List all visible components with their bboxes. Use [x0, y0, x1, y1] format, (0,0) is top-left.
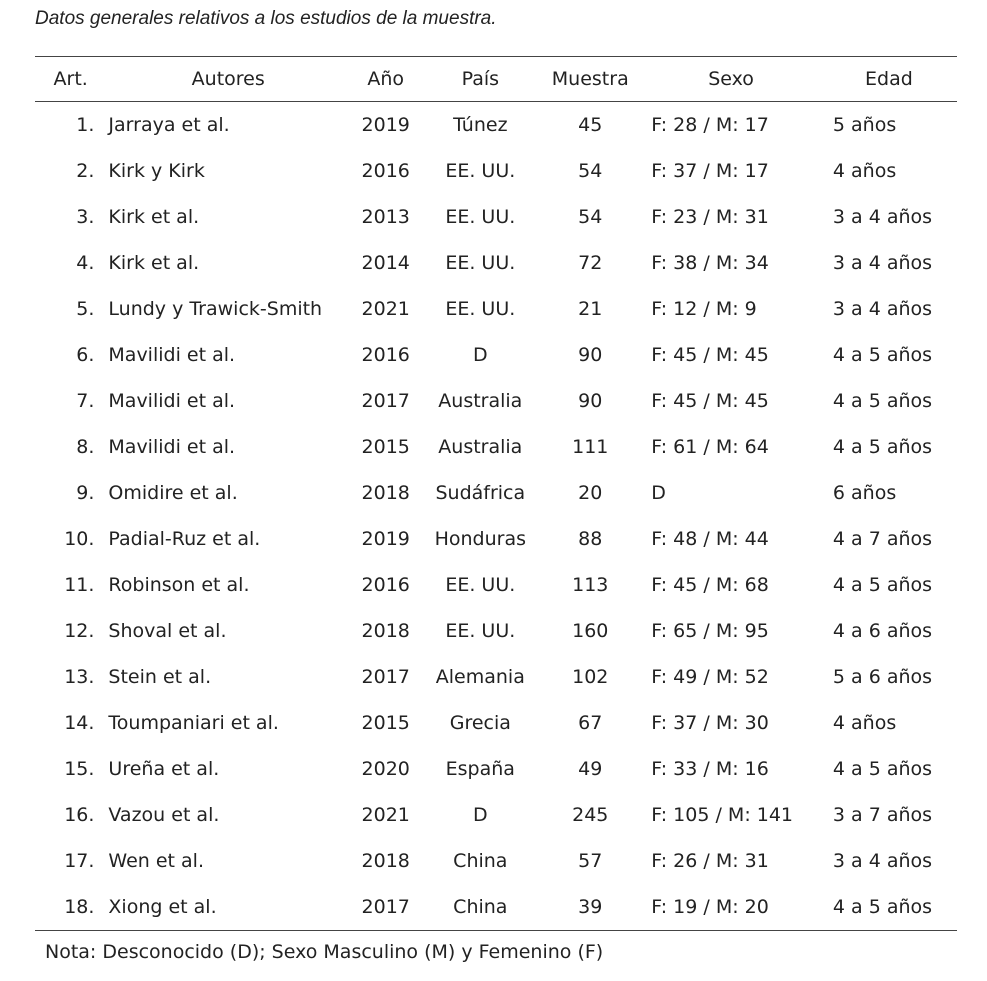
cell-edad: 3 a 7 años: [832, 804, 933, 826]
cell-autores: Shoval et al.: [108, 620, 227, 642]
cell-art: 13.: [64, 666, 95, 688]
table-row: [35, 286, 957, 332]
table-row: [35, 470, 957, 516]
cell-sexo: F: 65 / M: 95: [651, 620, 769, 642]
cell-edad: 4 a 6 años: [832, 620, 933, 642]
cell-autores: Mavilidi et al.: [108, 344, 236, 366]
header-row: [35, 57, 957, 102]
header-edad: Edad: [821, 57, 957, 102]
cell-pais: Alemania: [435, 666, 525, 688]
table-row: [35, 884, 957, 931]
cell-ano: 2020: [361, 758, 410, 780]
table-row: [35, 608, 957, 654]
table-row: [35, 746, 957, 792]
cell-sexo: F: 49 / M: 52: [651, 666, 769, 688]
table-body: [35, 102, 957, 931]
table-row: [35, 378, 957, 424]
cell-pais: España: [445, 758, 515, 780]
cell-art: 2.: [76, 160, 95, 182]
cell-sexo: F: 26 / M: 31: [651, 850, 769, 872]
cell-edad: 4 a 5 años: [832, 390, 933, 412]
cell-ano: 2017: [361, 666, 410, 688]
cell-autores: Stein et al.: [108, 666, 212, 688]
cell-art: 15.: [64, 758, 95, 780]
header-pais: País: [421, 57, 539, 102]
cell-muestra: 67: [578, 712, 603, 734]
header-autores: Autores: [106, 57, 350, 102]
cell-pais: China: [453, 850, 508, 872]
cell-sexo: F: 37 / M: 17: [651, 160, 769, 182]
cell-edad: 5 a 6 años: [832, 666, 933, 688]
cell-sexo: F: 48 / M: 44: [651, 528, 769, 550]
cell-pais: Grecia: [449, 712, 511, 734]
cell-sexo: F: 45 / M: 45: [651, 390, 769, 412]
cell-ano: 2016: [361, 160, 410, 182]
cell-autores: Kirk et al.: [108, 252, 200, 274]
cell-pais: D: [472, 344, 488, 366]
cell-ano: 2014: [361, 252, 410, 274]
cell-edad: 3 a 4 años: [832, 206, 933, 228]
cell-ano: 2021: [361, 804, 410, 826]
cell-sexo: F: 12 / M: 9: [651, 298, 757, 320]
cell-autores: Kirk y Kirk: [108, 160, 205, 182]
cell-sexo: F: 37 / M: 30: [651, 712, 769, 734]
table-header: [35, 57, 957, 102]
cell-ano: 2018: [361, 620, 410, 642]
cell-muestra: 49: [578, 758, 603, 780]
cell-muestra: 245: [572, 804, 609, 826]
cell-muestra: 111: [572, 436, 609, 458]
table-row: [35, 792, 957, 838]
cell-edad: 3 a 4 años: [832, 850, 933, 872]
cell-autores: Wen et al.: [108, 850, 204, 872]
cell-edad: 3 a 4 años: [832, 252, 933, 274]
cell-muestra: 57: [578, 850, 603, 872]
cell-muestra: 113: [572, 574, 609, 596]
cell-art: 14.: [64, 712, 95, 734]
cell-autores: Robinson et al.: [108, 574, 250, 596]
table-row: [35, 654, 957, 700]
cell-autores: Mavilidi et al.: [108, 390, 236, 412]
cell-autores: Toumpaniari et al.: [108, 712, 279, 734]
cell-art: 3.: [76, 206, 95, 228]
cell-muestra: 90: [578, 390, 603, 412]
cell-edad: 4 años: [832, 160, 897, 182]
cell-autores: Vazou et al.: [108, 804, 220, 826]
cell-muestra: 20: [578, 482, 603, 504]
cell-edad: 4 años: [832, 712, 897, 734]
cell-pais: Honduras: [434, 528, 527, 550]
cell-art: 11.: [64, 574, 95, 596]
cell-art: 10.: [64, 528, 95, 550]
cell-sexo: F: 23 / M: 31: [651, 206, 769, 228]
cell-sexo: F: 33 / M: 16: [651, 758, 769, 780]
cell-art: 4.: [76, 252, 95, 274]
cell-pais: China: [421, 884, 539, 931]
cell-ano: 2017: [361, 390, 410, 412]
cell-art: 9.: [76, 482, 95, 504]
table-caption: Datos generales relativos a los estudios de la muestra.: [35, 8, 497, 29]
header-art: Art.: [35, 57, 106, 102]
table-row: [35, 562, 957, 608]
cell-edad: 5 años: [832, 114, 897, 136]
cell-sexo: F: 45 / M: 68: [651, 574, 769, 596]
cell-art: 1.: [76, 114, 95, 136]
header-sexo: Sexo: [641, 57, 821, 102]
cell-muestra: 72: [578, 252, 603, 274]
cell-pais: D: [472, 804, 488, 826]
cell-sexo: F: 38 / M: 34: [651, 252, 769, 274]
cell-art: 7.: [76, 390, 95, 412]
cell-muestra: 88: [578, 528, 603, 550]
cell-ano: 2015: [361, 712, 410, 734]
cell-edad: 4 a 5 años: [832, 344, 933, 366]
cell-pais: Túnez: [453, 114, 508, 136]
cell-ano: 2019: [361, 528, 410, 550]
cell-autores: Kirk et al.: [108, 206, 200, 228]
cell-ano: 2021: [361, 298, 410, 320]
cell-autores: Mavilidi et al.: [108, 436, 236, 458]
cell-edad: 4 a 5 años: [832, 574, 933, 596]
cell-pais: EE. UU.: [445, 298, 516, 320]
cell-pais: EE. UU.: [445, 574, 516, 596]
cell-sexo: F: 19 / M: 20: [641, 884, 821, 931]
cell-pais: Australia: [438, 390, 523, 412]
cell-autores: Lundy y Trawick-Smith: [108, 298, 323, 320]
cell-muestra: 45: [578, 114, 603, 136]
cell-autores: Ureña et al.: [108, 758, 220, 780]
header-ano: Año: [350, 57, 421, 102]
cell-muestra: 102: [572, 666, 609, 688]
cell-sexo: F: 28 / M: 17: [651, 114, 769, 136]
cell-muestra: 39: [539, 884, 641, 931]
table-row: [35, 332, 957, 378]
cell-ano: 2018: [361, 850, 410, 872]
cell-ano: 2018: [361, 482, 410, 504]
cell-muestra: 90: [578, 344, 603, 366]
cell-muestra: 54: [578, 160, 603, 182]
cell-edad: 4 a 5 años: [832, 758, 933, 780]
cell-edad: 4 a 5 años: [821, 884, 957, 931]
cell-pais: Australia: [438, 436, 523, 458]
cell-edad: 4 a 7 años: [832, 528, 933, 550]
table-row: [35, 102, 957, 149]
cell-pais: EE. UU.: [445, 620, 516, 642]
cell-pais: Sudáfrica: [435, 482, 526, 504]
table-row: [35, 424, 957, 470]
cell-edad: 6 años: [832, 482, 897, 504]
cell-sexo: F: 61 / M: 64: [651, 436, 769, 458]
cell-autores: Omidire et al.: [108, 482, 238, 504]
cell-edad: 3 a 4 años: [832, 298, 933, 320]
cell-pais: EE. UU.: [445, 160, 516, 182]
cell-art: 16.: [64, 804, 95, 826]
cell-muestra: 21: [578, 298, 603, 320]
cell-ano: 2019: [361, 114, 410, 136]
cell-pais: EE. UU.: [445, 252, 516, 274]
cell-ano: 2017: [350, 884, 421, 931]
cell-art: 5.: [76, 298, 95, 320]
table-row: [35, 700, 957, 746]
table-row: [35, 516, 957, 562]
table-note: Nota: Desconocido (D); Sexo Masculino (M) y Femenino (F): [45, 941, 604, 963]
cell-pais: EE. UU.: [445, 206, 516, 228]
cell-art: 18.: [35, 884, 106, 931]
cell-ano: 2013: [361, 206, 410, 228]
cell-art: 6.: [76, 344, 95, 366]
cell-muestra: 160: [572, 620, 609, 642]
table-row: [35, 194, 957, 240]
cell-ano: 2016: [361, 574, 410, 596]
cell-sexo: F: 105 / M: 141: [651, 804, 794, 826]
cell-art: 8.: [76, 436, 95, 458]
cell-sexo: D: [651, 482, 666, 504]
cell-sexo: F: 45 / M: 45: [651, 344, 769, 366]
header-muestra: Muestra: [539, 57, 641, 102]
cell-autores: Jarraya et al.: [108, 114, 230, 136]
cell-art: 17.: [64, 850, 95, 872]
cell-autores: Xiong et al.: [106, 884, 350, 931]
cell-edad: 4 a 5 años: [832, 436, 933, 458]
studies-table: [35, 56, 957, 931]
cell-ano: 2016: [361, 344, 410, 366]
table-row: [35, 838, 957, 884]
table-row: [35, 240, 957, 286]
table-row: [35, 148, 957, 194]
cell-muestra: 54: [578, 206, 603, 228]
cell-art: 12.: [64, 620, 95, 642]
cell-autores: Padial-Ruz et al.: [108, 528, 261, 550]
cell-ano: 2015: [361, 436, 410, 458]
